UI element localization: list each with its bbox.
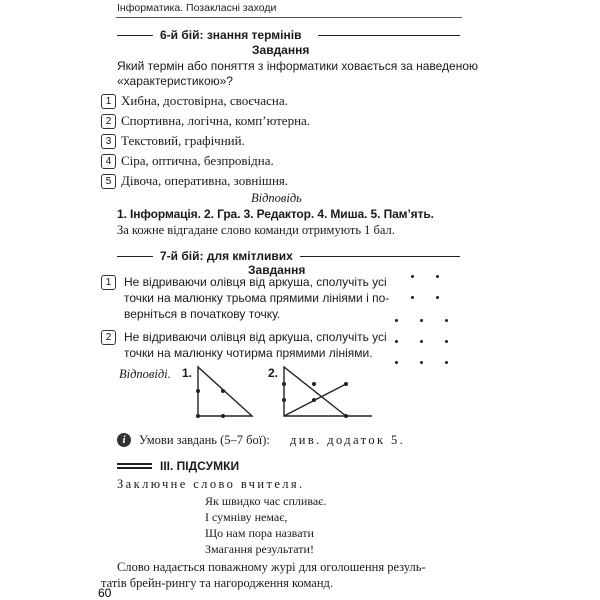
- item-number-box: 4: [101, 154, 116, 169]
- item-number-box: 5: [101, 174, 116, 189]
- answer1-triangle-diagram: [190, 364, 260, 424]
- section-rule-right: [300, 256, 460, 257]
- round6-question-line2: «характеристикою»?: [117, 74, 233, 88]
- teacher-word-heading: Заключне слово вчителя.: [117, 477, 305, 491]
- summary-bar: [117, 463, 152, 465]
- round6-title: 6-й бій: знання термінів: [160, 28, 302, 42]
- answer2-label: 2.: [268, 366, 279, 380]
- round6-item-text: Спортивна, логічна, комп’ютерна.: [121, 113, 311, 128]
- item-number-box: 3: [101, 134, 116, 149]
- poem-line: Що нам пора назвати: [205, 526, 314, 540]
- closing-line2: татів брейн-рингу та нагородження команд.: [101, 576, 333, 590]
- item-number-box: 2: [101, 114, 116, 129]
- page-number: 60: [98, 586, 112, 600]
- answer2-lines-diagram: [276, 364, 376, 424]
- answer1-label: 1.: [182, 366, 193, 380]
- poem-line: І сумніву немає,: [205, 510, 288, 524]
- round7-task-heading: Завдання: [248, 263, 306, 277]
- section-rule-left: [117, 35, 153, 36]
- task-number-box: 1: [101, 275, 116, 290]
- round6-answer-heading: Відповідь: [251, 191, 302, 205]
- running-head-rule: [116, 17, 462, 18]
- round7-task1-line3: верніться в початкову точку.: [124, 307, 281, 321]
- round6-answer-line: 1. Інформація. 2. Гра. 3. Редактор. 4. Миша. 5. Пам’ять.: [117, 207, 434, 221]
- item-number-box: 1: [101, 94, 116, 109]
- round7-task2-line2: точки на малюнку чотирма прямими лініями.: [124, 346, 373, 360]
- section-rule-left: [117, 256, 153, 257]
- round6-item-text: Сіра, оптична, безпровідна.: [121, 153, 274, 168]
- conditions-note-end: див. додаток 5.: [290, 433, 406, 447]
- round7-title: 7-й бій: для кмітливих: [160, 249, 293, 263]
- round7-task2-line1: Не відриваючи олівця від аркуша, сполучіть усі: [124, 330, 387, 344]
- round6-item-text: Дівоча, оперативна, зовнішня.: [121, 173, 289, 188]
- round6-question-line1: Який термін або поняття з інформатики ховається за наведеною: [117, 59, 479, 73]
- round6-note: За кожне відгадане слово команди отримують 1 бал.: [117, 223, 395, 237]
- conditions-note-start: Умови завдань (5–7 бої):: [139, 433, 270, 447]
- round6-item-text: Текстовий, графічний.: [121, 133, 245, 148]
- poem-line: Змагання результати!: [205, 542, 314, 556]
- info-icon: i: [117, 433, 131, 447]
- section-rule-right: [318, 35, 460, 36]
- round7-answers-label: Відповіді.: [119, 367, 171, 381]
- round7-task1-line1: Не відриваючи олівця від аркуша, сполучіть усі: [124, 275, 387, 289]
- running-head: Інформатика. Позакласні заходи: [117, 2, 277, 14]
- round6-item-text: Хибна, достовірна, своєчасна.: [121, 93, 288, 108]
- summary-title: III. ПІДСУМКИ: [160, 459, 240, 473]
- round7-task1-line2: точки на малюнку трьома прямими лініями і по-: [124, 291, 390, 305]
- summary-bar: [117, 467, 152, 469]
- round6-task-heading: Завдання: [252, 43, 310, 57]
- task-number-box: 2: [101, 330, 116, 345]
- poem-line: Як швидко час спливає.: [205, 494, 327, 508]
- closing-line1: Слово надається поважному журі для оголошення резуль-: [117, 560, 426, 574]
